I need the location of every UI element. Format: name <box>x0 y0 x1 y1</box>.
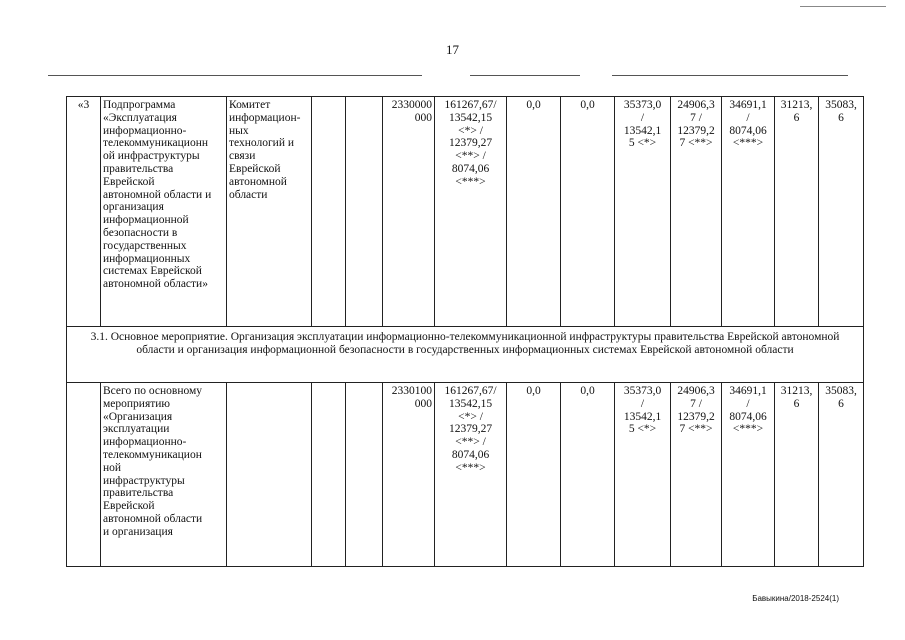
page-number: 17 <box>446 42 459 57</box>
section-title: 3.1. Основное мероприятие. Организация эксплуатации информационно-телекоммуникационной инфраструктуры правительства Еврейской автономной области и организация информационной безопасности в государственных информационных системах Еврейской автономной области <box>67 327 864 383</box>
program-name: Всего по основному мероприятию «Организация эксплуатации информационно- телекоммуникацион ной инфраструктуры правительства Еврейской автономной области и организация <box>101 383 227 567</box>
amount-2019: 34691,1 / 8074,06 <***> <box>722 383 775 567</box>
table-row <box>67 383 864 567</box>
amount-2016: 0,0 <box>561 383 615 567</box>
grbs-cell <box>312 97 346 327</box>
amount-2017: 35373,0 / 13542,1 5 <*> <box>615 97 671 327</box>
row-number <box>67 383 101 567</box>
budget-table <box>66 96 864 567</box>
amount-2021: 35083, 6 <box>819 97 864 327</box>
csr-code: 2330100 000 <box>383 383 435 567</box>
executor <box>227 383 312 567</box>
amount-2015: 0,0 <box>507 383 561 567</box>
amount-2015: 0,0 <box>507 97 561 327</box>
amount-2019: 34691,1 / 8074,06 <***> <box>722 97 775 327</box>
table-row <box>67 97 864 327</box>
amount-2018: 24906,3 7 / 12379,2 7 <**> <box>671 383 722 567</box>
grbs-cell <box>312 383 346 567</box>
rzpr-cell <box>346 383 383 567</box>
document-footer-code: Бавыкина/2018-2524(1) <box>752 594 839 603</box>
section-row <box>67 327 864 383</box>
amount-2018: 24906,3 7 / 12379,2 7 <**> <box>671 97 722 327</box>
csr-code: 2330000 000 <box>383 97 435 327</box>
amount-2020: 31213, 6 <box>775 383 819 567</box>
rzpr-cell <box>346 97 383 327</box>
top-corner-rule <box>800 6 886 7</box>
row-number: «3 <box>67 97 101 327</box>
total-amount: 161267,67/ 13542,15 <*> / 12379,27 <**> / 8074,06 <***> <box>435 383 507 567</box>
amount-2017: 35373,0 / 13542,1 5 <*> <box>615 383 671 567</box>
total-amount: 161267,67/ 13542,15 <*> / 12379,27 <**> / 8074,06 <***> <box>435 97 507 327</box>
executor: Комитет информацион- ных технологий и связи Еврейской автономной области <box>227 97 312 327</box>
header-rule-right <box>612 75 848 76</box>
program-name: Подпрограмма «Эксплуатация информационно- телекоммуникационн ой инфраструктуры правительства Еврейской автономной области и организация информационной безопасности в государственных информационных системах Еврейской автономной области» <box>101 97 227 327</box>
amount-2020: 31213, 6 <box>775 97 819 327</box>
amount-2016: 0,0 <box>561 97 615 327</box>
header-rule-mid <box>470 75 580 76</box>
header-rule-left <box>48 75 422 76</box>
amount-2021: 35083, 6 <box>819 383 864 567</box>
